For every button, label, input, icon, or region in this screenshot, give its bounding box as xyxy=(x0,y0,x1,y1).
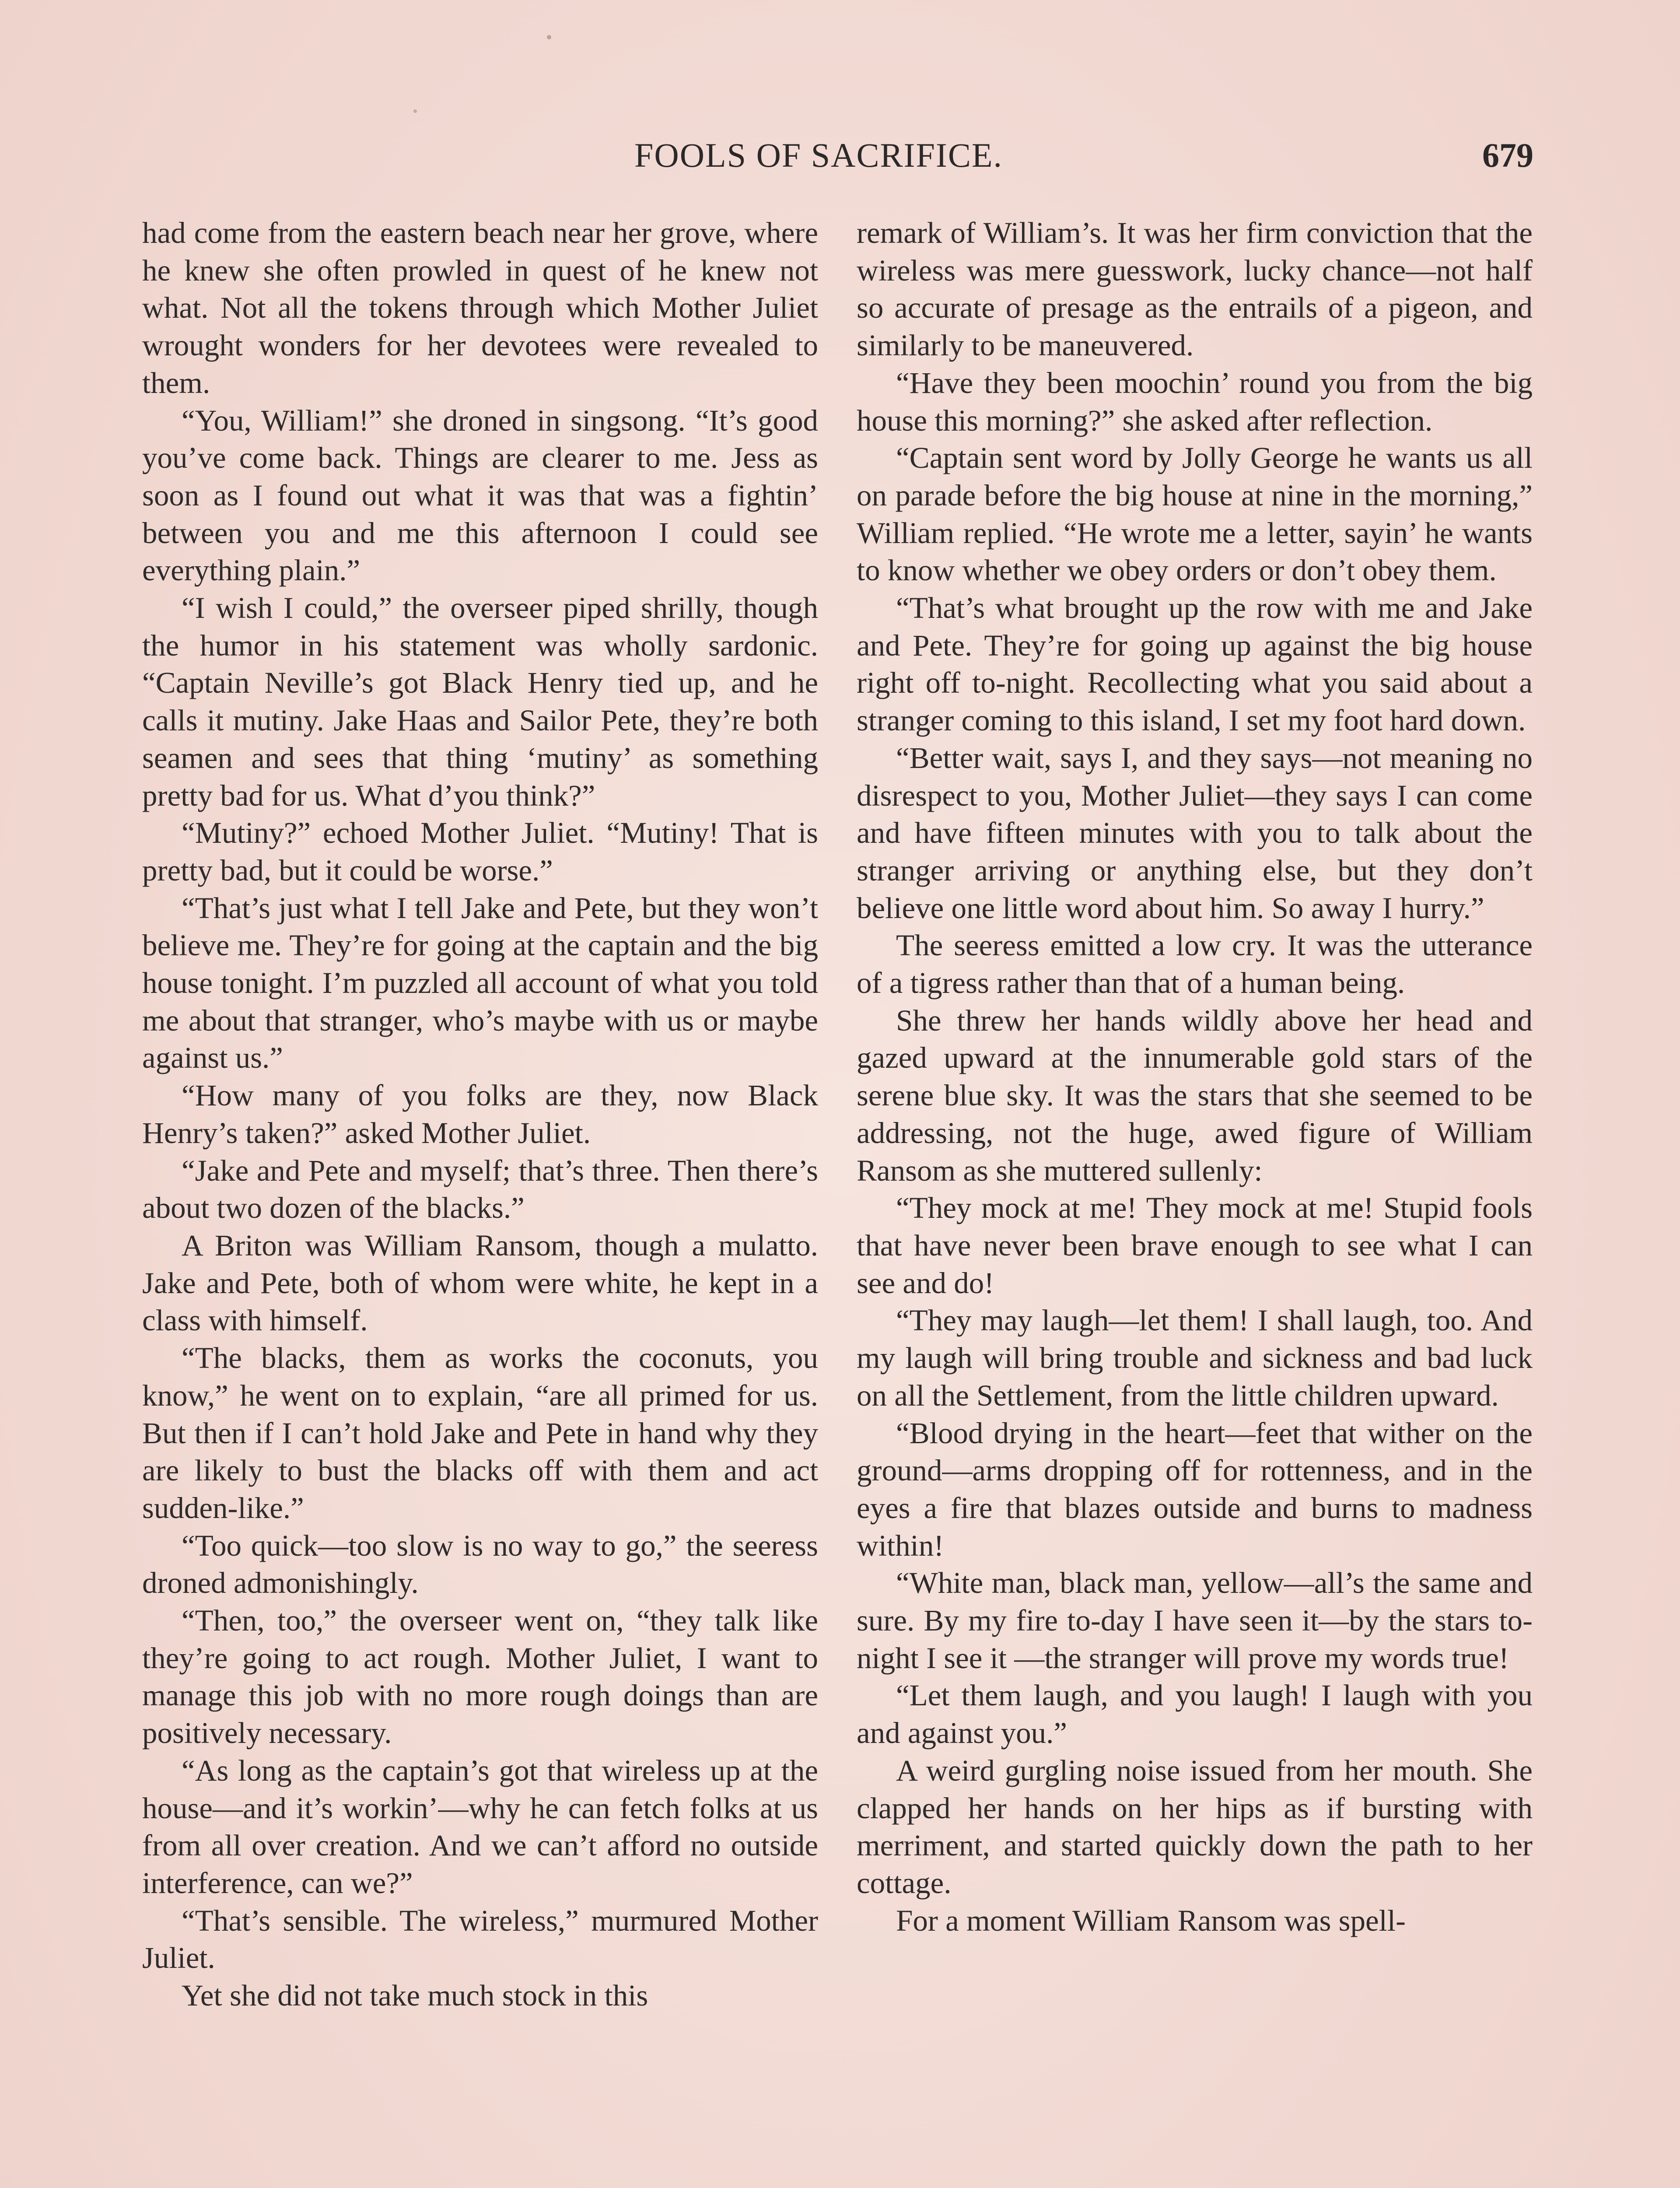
paragraph: “Then, too,” the overseer went on, “they talk like they’re going to act rough. Mother Juliet, I want to manage this job with no more rough doings than are positively necessary. xyxy=(142,1604,818,1750)
paragraph: “Captain sent word by Jolly George he wants us all on parade before the big house at nine in the morning,” William replied. “He wrote me a letter, sayin’ he wants to know whether we obey orders or don’t obey them. xyxy=(857,441,1533,587)
paragraph: “You, William!” she droned in singsong. “It’s good you’ve come back. Things are clearer to me. Jess as soon as I found out what it was that was a fightin’ between you and me this afternoon I could see everything plain.” xyxy=(142,403,818,587)
paragraph: “Let them laugh, and you laugh! I laugh with you and against you.” xyxy=(857,1679,1533,1750)
paragraph: “As long as the captain’s got that wireless up at the house—and it’s workin’—why he can fetch folks at us from all over creation. And we can’t afford no outside interference, can we?” xyxy=(142,1753,818,1900)
paragraph: A weird gurgling noise issued from her mouth. She clapped her hands on her hips as if bursting with merriment, and started quickly down the path to her cottage. xyxy=(857,1753,1533,1900)
ink-speck xyxy=(413,109,417,113)
right-column xyxy=(857,214,1533,2188)
paragraph: had come from the eastern beach near her grove, where he knew she often prowled in quest of he knew not what. Not all the tokens through which Mother Juliet wrought wonders for her devotees were revealed to them. xyxy=(142,216,818,400)
paragraph: “Too quick—too slow is no way to go,” the seeress droned admonishingly. xyxy=(142,1529,818,1600)
paragraph: “I wish I could,” the overseer piped shrilly, though the humor in his statement was wholly sardonic. “Captain Neville’s got Black Henry tied up, and he calls it mutiny. Jake Haas and Sailor Pete, they’re both seamen and sees that thing ‘mutiny’ as something pretty bad for us. What d’you think?” xyxy=(142,591,818,812)
ink-speck xyxy=(547,35,551,39)
paragraph: “Have they been moochin’ round you from the big house this morning?” she asked after reflection. xyxy=(857,366,1533,437)
paragraph: “White man, black man, yellow—all’s the same and sure. By my fire to-day I have seen it—by the stars to-night I see it —the stranger will prove my words true! xyxy=(857,1566,1533,1675)
paragraph: “Better wait, says I, and they says—not meaning no disrespect to you, Mother Juliet—they says I can come and have fifteen minutes with you to talk about the stranger arriving or anything else, but they don’t believe one little word about him. So away I hurry.” xyxy=(857,741,1533,925)
paragraph: For a moment William Ransom was spell- xyxy=(896,1904,1406,1937)
paragraph: A Briton was William Ransom, though a mulatto. Jake and Pete, both of whom were white, he kept in a class with himself. xyxy=(142,1228,818,1337)
paragraph: The seeress emitted a low cry. It was the utterance of a tigress rather than that of a human being. xyxy=(857,929,1533,1000)
paragraph: “The blacks, them as works the coconuts, you know,” he went on to explain, “are all primed for us. But then if I can’t hold Jake and Pete in hand why they are likely to bust the blacks off with them and act sudden-like.” xyxy=(142,1341,818,1525)
paragraph: Yet she did not take much stock in this xyxy=(182,1979,648,2013)
paragraph: “That’s just what I tell Jake and Pete, but they won’t believe me. They’re for going at the captain and the big house tonight. I’m puzzled all account of what you told me about that stranger, who’s maybe with us or maybe against us.” xyxy=(142,891,818,1075)
running-title: FOOLS OF SACRIFICE. xyxy=(634,136,1003,174)
paragraph: remark of William’s. It was her firm conviction that the wireless was mere guesswork, lucky chance—not half so accurate of presage as the entrails of a pigeon, and similarly to be maneuvered. xyxy=(857,216,1533,362)
paragraph: “Blood drying in the heart—feet that wither on the ground—arms dropping off for rottenness, and in the eyes a fire that blazes outside and burns to madness within! xyxy=(857,1416,1533,1562)
paragraph: “That’s sensible. The wireless,” murmured Mother Juliet. xyxy=(142,1904,818,1975)
paragraph: “That’s what brought up the row with me and Jake and Pete. They’re for going up against the big house right off to-night. Recollecting what you said about a stranger coming to this island, I set my foot hard down. xyxy=(857,591,1533,737)
paragraph: “They mock at me! They mock at me! Stupid fools that have never been brave enough to see what I can see and do! xyxy=(857,1191,1533,1300)
page-number: 679 xyxy=(1482,136,1533,174)
running-head xyxy=(0,131,1680,188)
paragraph: She threw her hands wildly above her head and gazed upward at the innumerable gold stars of the serene blue sky. It was the stars that she seemed to be addressing, not the huge, awed figure of William Ransom as she muttered sullenly: xyxy=(857,1003,1533,1187)
left-column xyxy=(142,214,818,2188)
paragraph: “They may laugh—let them! I shall laugh, too. And my laugh will bring trouble and sickness and bad luck on all the Settlement, from the little children upward. xyxy=(857,1304,1533,1412)
paragraph: “Mutiny?” echoed Mother Juliet. “Mutiny! That is pretty bad, but it could be worse.” xyxy=(142,816,818,887)
paragraph: “How many of you folks are they, now Black Henry’s taken?” asked Mother Juliet. xyxy=(142,1079,818,1150)
paragraph: “Jake and Pete and myself; that’s three. Then there’s about two dozen of the blacks.” xyxy=(142,1154,818,1225)
